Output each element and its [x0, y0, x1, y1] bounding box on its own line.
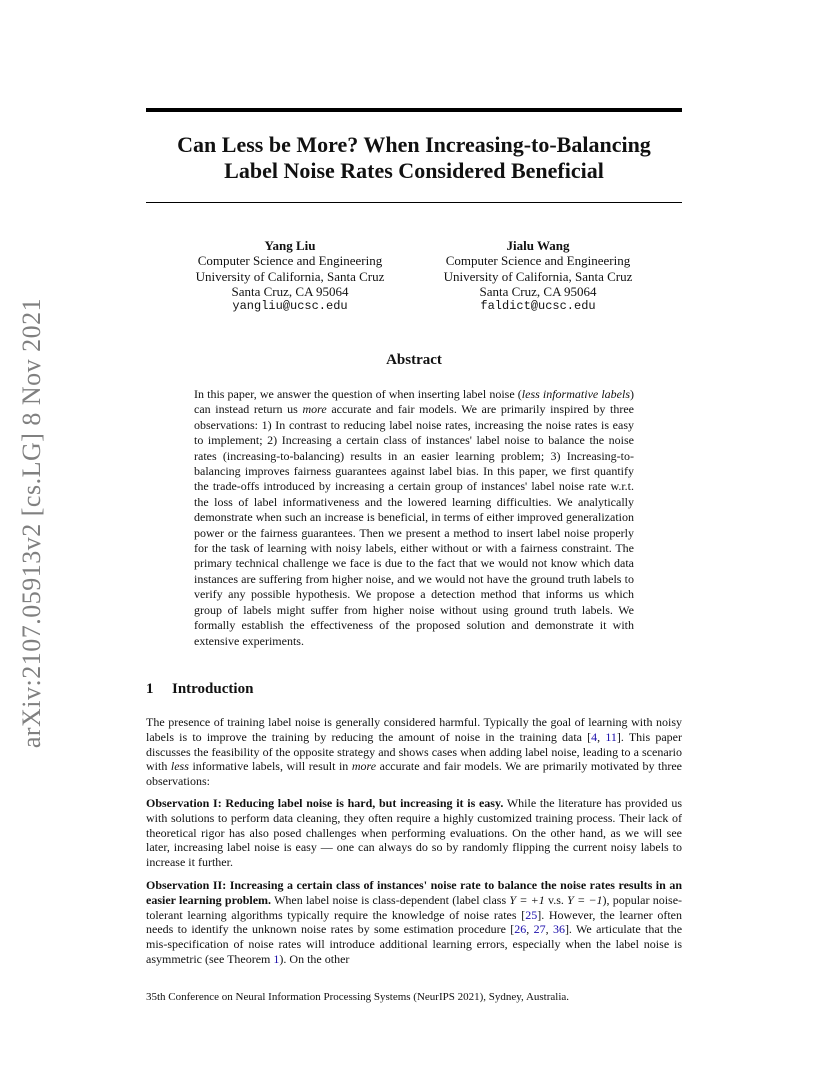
emphasis: less informative labels	[521, 387, 630, 401]
emphasis: more	[351, 759, 377, 774]
author-email[interactable]: yangliu@ucsc.edu	[232, 299, 348, 314]
abstract-heading: Abstract	[386, 352, 442, 368]
conference-footnote: 35th Conference on Neural Information Processing Systems (NeurIPS 2021), Sydney, Australia.	[146, 991, 570, 1003]
author-address: Santa Cruz, CA 95064	[231, 283, 349, 299]
title-bottom-rule	[146, 202, 682, 203]
author-name: Yang Liu	[264, 238, 316, 253]
intro-paragraph-1: The presence of training label noise is generally considered harmful. Typically the goal of learning with noisy labels is to improve the training by reducing the amount of noise in the training data [4, 11]. This paper discusses the feasibility of the opposite strategy and shows cases when adding label noise, leading to a scenario with less informative labels, will result in more accurate and fair models. We are primarily motivated by three observations:	[146, 715, 682, 789]
citation-link[interactable]: 26	[514, 922, 527, 937]
author-block-2	[418, 238, 658, 314]
author-name: Jialu Wang	[506, 238, 570, 253]
citation-link[interactable]: 25	[525, 907, 538, 922]
observation-2-lead: Observation II: Increasing a certain class of instances' noise rate to balance the noise rates results in an easier learning problem.	[146, 878, 682, 907]
citation-link[interactable]: 36	[552, 922, 565, 937]
arxiv-stamp-text: arXiv:2107.05913v2 [cs.LG] 8 Nov 2021	[17, 297, 46, 749]
citation-link[interactable]: 4	[591, 729, 598, 744]
section-title: Introduction	[172, 681, 254, 697]
section-number: 1	[146, 681, 154, 697]
math-expr: Y = +1	[509, 892, 545, 907]
author-email[interactable]: faldict@ucsc.edu	[480, 299, 596, 314]
observation-1-lead: Observation I: Reducing label noise is hard, but increasing it is easy.	[146, 796, 504, 810]
emphasis: more	[302, 402, 327, 417]
author-block-1	[170, 238, 410, 314]
citation-link[interactable]: 27	[533, 922, 546, 937]
title-top-rule	[146, 108, 682, 112]
arxiv-stamp	[4, 288, 60, 758]
section-heading	[146, 681, 253, 698]
author-address: Santa Cruz, CA 95064	[479, 283, 597, 299]
paper-title	[146, 132, 682, 184]
author-dept: Computer Science and Engineering	[197, 253, 383, 269]
author-dept: Computer Science and Engineering	[445, 253, 631, 269]
abstract-text: In this paper, we answer the question of when inserting label noise (less informative labels) can instead return us more accurate and fair models. We are primarily inspired by three observations: 1) In contrast to reducing label noise rates, increasing the noise rates is easy to implement; 2) Increasing a certain class of instances' label noise to balance the noise rates (increasing-to-balancing) results in an easier learning problem; 3) Increasing-to-balancing improves fairness guarantees against label bias. In this paper, we first quantify the trade-offs introduced by increasing a certain group of instances' label noise rate w.r.t. the loss of label informativeness and the lowered learning difficulties. We analytically demonstrate when such an increase is beneficial, in terms of either improved generalization power or the fairness guarantees. Then we present a method to insert label noise properly for the task of learning with noisy labels, either without or with a fairness constraint. The primary technical challenge we face is due to the fact that we would not know which data instances are suffering from higher noise, and we would not have the ground truth labels to verify any possible hypothesis. We propose a detection method that informs us which group of labels might suffer from higher noise without using ground truth labels. We formally establish the effectiveness of the proposed solution and demonstrate it with extensive experiments.	[194, 387, 634, 648]
emphasis: less	[170, 759, 189, 774]
paper-title-line-2: Label Noise Rates Considered Beneficial	[224, 158, 604, 183]
theorem-link[interactable]: 1	[273, 951, 280, 966]
paper-title-line-1: Can Less be More? When Increasing-to-Balancing	[177, 132, 651, 157]
author-inst: University of California, Santa Cruz	[443, 268, 633, 284]
observation-2-paragraph: Observation II: Increasing a certain class of instances' noise rate to balance the noise rates results in an easier learning problem. When label noise is class-dependent (label class Y = +1 v.s. Y = −1), popular noise-tolerant learning algorithms typically require the knowledge of noise rates [25]. However, the learner often needs to identify the unknown noise rates by some estimation procedure [26, 27, 36]. We articulate that the mis-specification of noise rates will introduce additional learning errors, especially when the label noise is asymmetric (see Theorem 1). On the other	[146, 878, 683, 966]
author-inst: University of California, Santa Cruz	[195, 268, 385, 284]
citation-link[interactable]: 11	[605, 729, 617, 744]
math-expr: Y = −1	[567, 892, 603, 907]
observation-1-paragraph: Observation I: Reducing label noise is hard, but increasing it is easy. While the literature has provided us with solutions to perform data cleaning, they often require a highly customized training process. Their lack of theoretical rigor has also posed challenges when performing evaluations. On the other hand, as we will see later, increasing label noise is easy — one can always do so by randomly flipping the current noisy labels to increase it further.	[146, 796, 682, 870]
